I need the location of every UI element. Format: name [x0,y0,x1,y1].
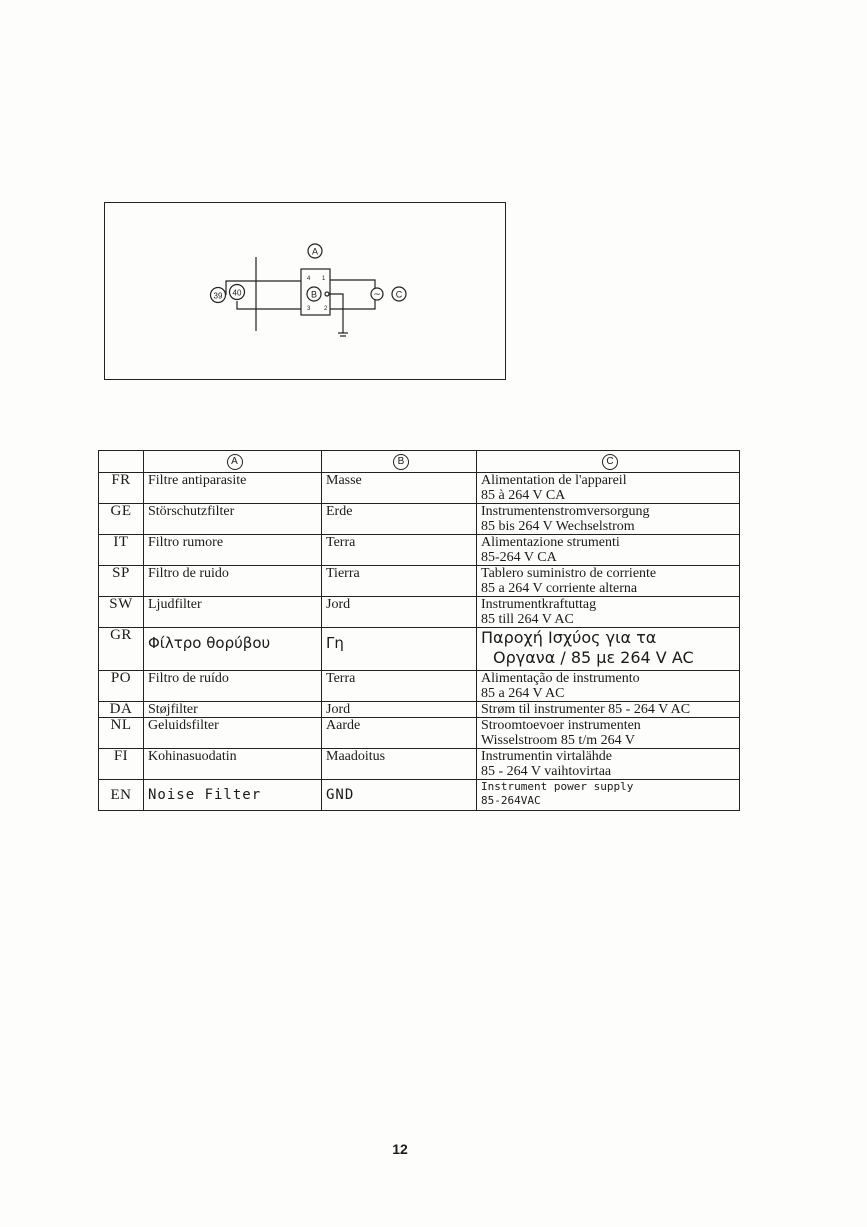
svg-text:3: 3 [307,306,311,312]
language-code: EN [99,780,144,811]
wiring-diagram-drawing [105,203,507,381]
table-row [99,780,740,811]
language-code: PO [99,671,144,702]
ground-name: Aarde [322,718,477,749]
power-supply-text: Alimentation de l'appareil 85 à 264 V CA [477,473,740,504]
header-a-cell [144,451,322,473]
power-supply-text: Tablero suministro de corriente 85 a 264 V corriente alterna [477,566,740,597]
filter-name: Noise Filter [144,780,322,811]
language-code: SP [99,566,144,597]
table-row [99,566,740,597]
svg-text:1: 1 [322,276,326,282]
language-code: SW [99,597,144,628]
table-row [99,718,740,749]
filter-name: Støjfilter [144,702,322,718]
table-row [99,702,740,718]
filter-name: Kohinasuodatin [144,749,322,780]
filter-name: Φίλτρο θορύβου [144,628,322,671]
power-supply-text: Alimentação de instrumento 85 a 264 V AC [477,671,740,702]
ground-name: Erde [322,504,477,535]
language-code: DA [99,702,144,718]
language-code: IT [99,535,144,566]
filter-name: Filtro rumore [144,535,322,566]
filter-name: Geluidsfilter [144,718,322,749]
ground-name: Tierra [322,566,477,597]
svg-text:39: 39 [213,291,223,301]
header-c-cell [477,451,740,473]
power-supply-text: Instrumentkraftuttag 85 till 264 V AC [477,597,740,628]
label-c-marker [392,287,406,301]
power-supply-text: Strøm til instrumenter 85 - 264 V AC [477,702,740,718]
ground-name: Maadoitus [322,749,477,780]
svg-text:2: 2 [324,306,328,312]
svg-text:4: 4 [307,276,311,282]
power-supply-text: Instrument power supply 85-264VAC [477,780,740,811]
table-header-row [99,451,740,473]
language-code: GR [99,628,144,671]
label-a-marker [308,244,322,258]
power-supply-text: Instrumentin virtalähde 85 - 264 V vaihtovirtaa [477,749,740,780]
table-row [99,597,740,628]
power-supply-text: Παροχή Ισχύος για τα Οργανα / 85 με 264 V AC [477,628,740,671]
table-row [99,473,740,504]
power-supply-text: Instrumentenstromversorgung 85 bis 264 V Wechselstrom [477,504,740,535]
ac-source [371,288,383,300]
svg-text:B: B [310,289,318,300]
svg-text:40: 40 [232,288,242,298]
page-number: 12 [392,1141,408,1157]
ground-name: Jord [322,702,477,718]
ground-name: GND [322,780,477,811]
svg-text:C: C [395,289,403,300]
power-supply-text: Stroomtoevoer instrumenten Wisselstroom 85 t/m 264 V [477,718,740,749]
header-a: A [227,454,243,470]
language-code: GE [99,504,144,535]
table-row [99,671,740,702]
table-row [99,504,740,535]
filter-name: Filtre antiparasite [144,473,322,504]
header-b-cell [322,451,477,473]
language-code: NL [99,718,144,749]
filter-name: Ljudfilter [144,597,322,628]
filter-name: Störschutzfilter [144,504,322,535]
header-code-cell [99,451,144,473]
table-row [99,535,740,566]
ground-name: Terra [322,535,477,566]
language-code: FR [99,473,144,504]
terminal-39 [211,288,226,303]
filter-name: Filtro de ruído [144,671,322,702]
ground-name: Jord [322,597,477,628]
ground-name: Terra [322,671,477,702]
header-c: C [602,454,618,470]
ground-name: Masse [322,473,477,504]
label-b-marker [307,287,321,301]
filter-name: Filtro de ruido [144,566,322,597]
language-code: FI [99,749,144,780]
svg-text:~: ~ [373,290,381,300]
ground-name: Γη [322,628,477,671]
power-supply-text: Alimentazione strumenti 85-264 V CA [477,535,740,566]
legend-table [98,450,740,811]
wiring-diagram [104,202,506,380]
header-b: B [393,454,409,470]
table-row [99,628,740,671]
svg-text:A: A [311,246,319,257]
table-row [99,749,740,780]
terminal-40 [230,285,245,300]
